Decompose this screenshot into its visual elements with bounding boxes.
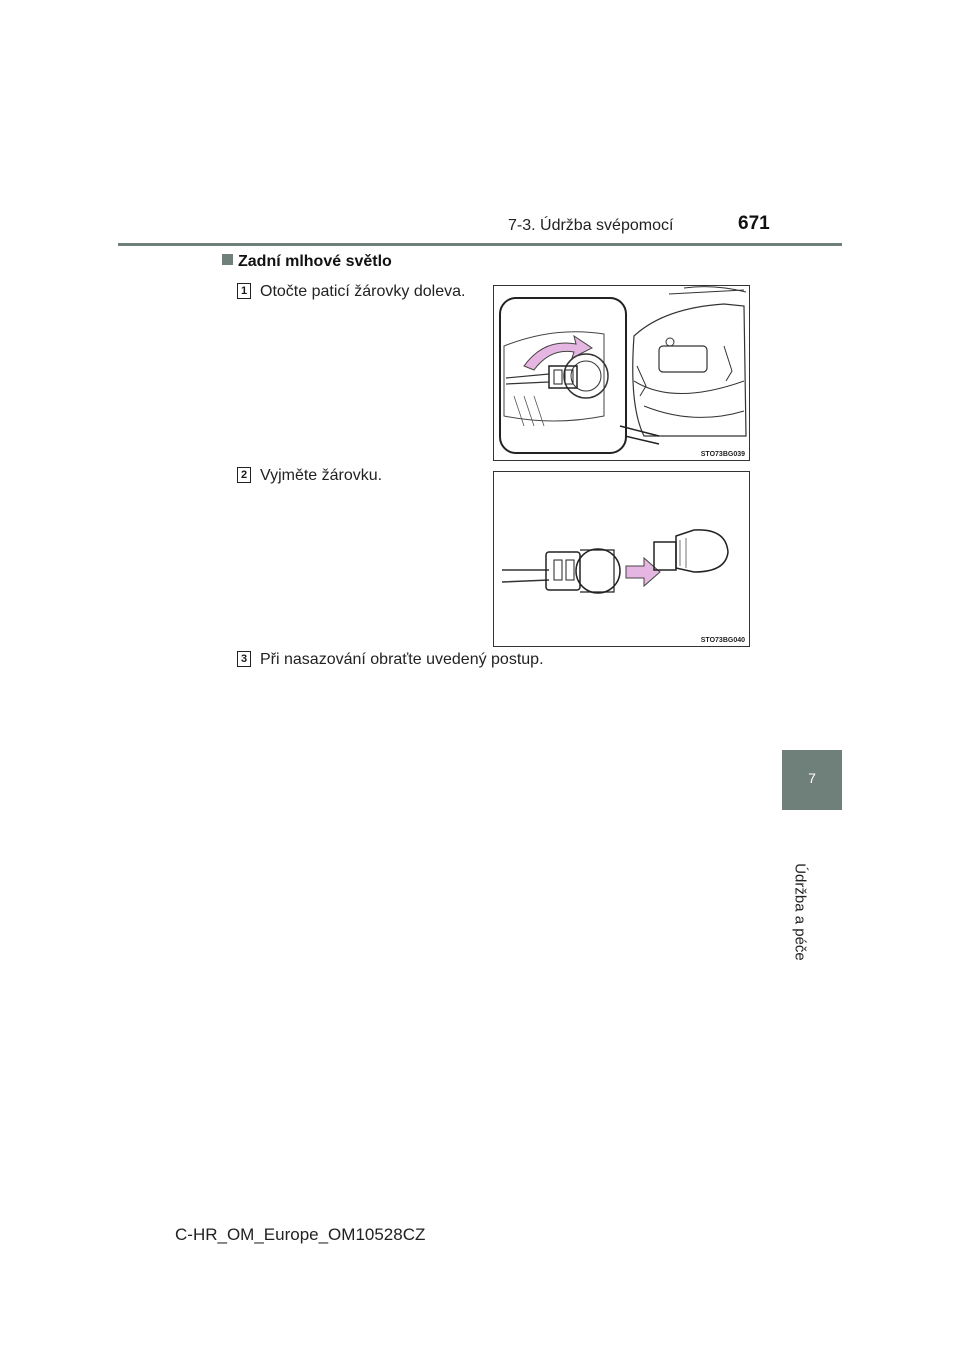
page-number: 671 xyxy=(738,213,770,234)
step-text-3: Při nasazování obraťte uvedený postup. xyxy=(260,651,544,668)
step-text-1: Otočte paticí žárovky doleva. xyxy=(260,283,466,300)
step-text-2: Vyjměte žárovku. xyxy=(260,467,383,484)
remove-bulb-illustration xyxy=(494,472,749,646)
figure-rotate-socket xyxy=(493,285,750,461)
rotate-socket-illustration xyxy=(494,286,749,460)
chapter-number: 7 xyxy=(808,770,816,786)
chapter-label: Údržba a péče xyxy=(791,863,809,961)
section-heading xyxy=(222,253,392,271)
footer-document-id: C-HR_OM_Europe_OM10528CZ xyxy=(175,1225,426,1244)
header-rule xyxy=(118,243,842,246)
figure-code-2: STO73BG040 xyxy=(700,637,745,644)
pull-arrow-icon xyxy=(626,558,660,586)
step-badge-2: 2 xyxy=(237,467,251,483)
header-section-title: 7-3. Údržba svépomocí xyxy=(508,217,674,234)
chapter-tab xyxy=(782,750,842,810)
heading-square-icon xyxy=(222,254,233,265)
figure-code-1: STO73BG039 xyxy=(700,451,745,458)
figure-remove-bulb xyxy=(493,471,750,647)
step-badge-1: 1 xyxy=(237,283,251,299)
section-heading-text: Zadní mlhové světlo xyxy=(238,253,392,270)
step-badge-3: 3 xyxy=(237,651,251,667)
